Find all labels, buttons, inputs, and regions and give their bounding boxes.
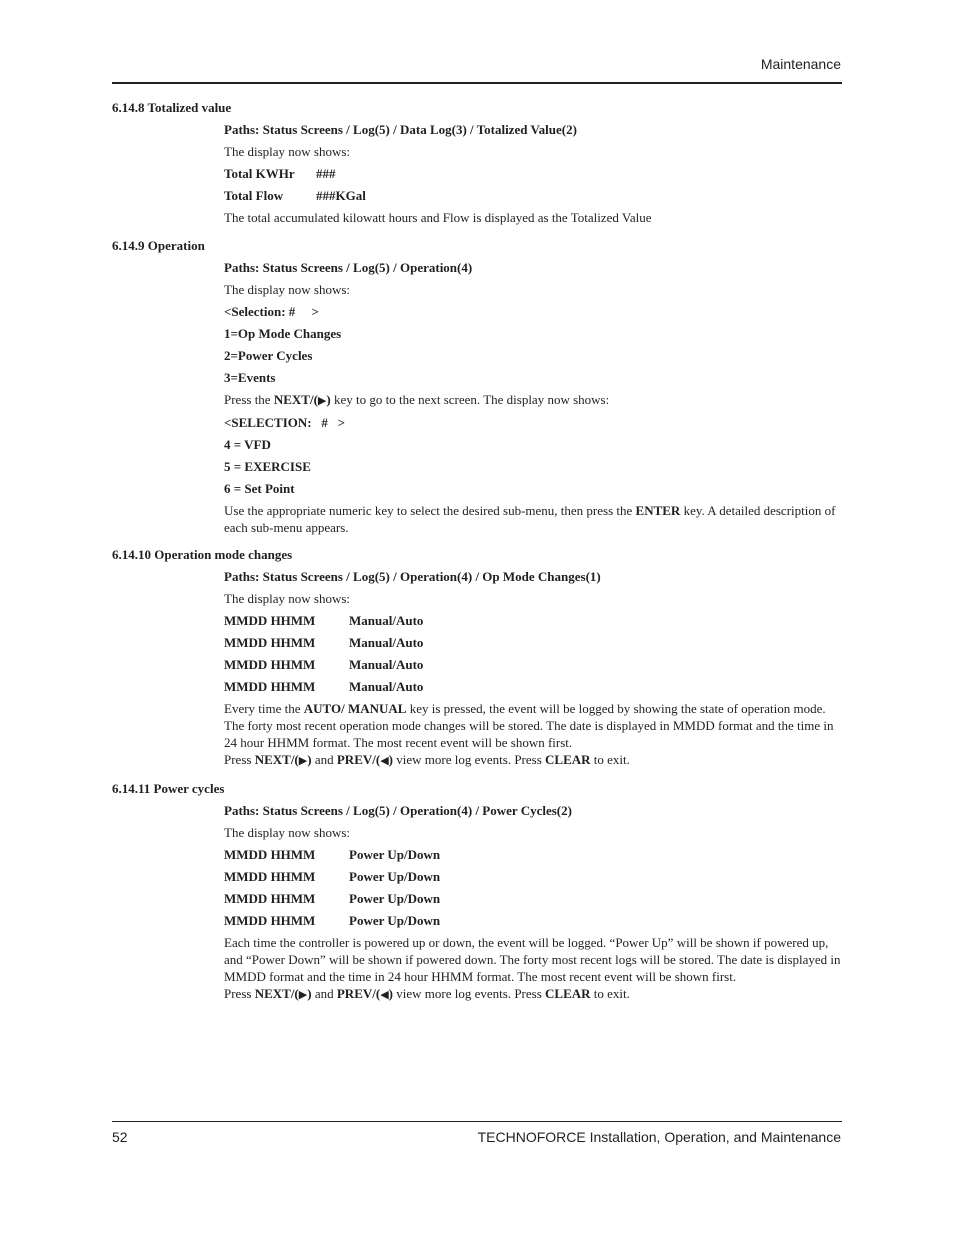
instruction	[224, 391, 842, 410]
display-line	[224, 656, 842, 674]
display-value: Manual/Auto	[349, 635, 424, 650]
menu-option: 4 = VFD	[224, 437, 271, 452]
text: )	[326, 392, 331, 407]
menu-option: 1=Op Mode Changes	[224, 326, 342, 341]
display-line	[224, 634, 842, 652]
display-value: Power Up/Down	[349, 869, 441, 884]
left-arrow-icon: ◀	[380, 755, 389, 767]
text: key. A detailed description of each sub-menu appears.	[224, 503, 836, 535]
display-label: MMDD HHMM	[224, 869, 316, 884]
key-name: AUTO/ MANUAL	[303, 701, 407, 716]
text: Press	[224, 986, 255, 1001]
header-rule	[112, 82, 842, 84]
text: key to go to the next screen. The display now shows:	[330, 392, 610, 407]
section-body	[224, 802, 842, 1004]
right-arrow-icon: ▶	[298, 755, 308, 767]
display-value: Power Up/Down	[349, 891, 441, 906]
menu-path: Paths: Status Screens / Log(5) / Operation(4) / Op Mode Changes(1)	[224, 569, 601, 584]
display-line	[224, 187, 842, 205]
text: view more log events. Press	[393, 752, 546, 767]
display-line	[224, 846, 842, 864]
display-value: Manual/Auto	[349, 613, 424, 628]
display-label: MMDD HHMM	[224, 679, 316, 694]
document-title: TECHNOFORCE Installation, Operation, and Maintenance	[477, 1129, 841, 1145]
menu-option: 5 = EXERCISE	[224, 459, 311, 474]
menu-path: Paths: Status Screens / Log(5) / Operation(4)	[224, 260, 473, 275]
display-value: Power Up/Down	[349, 913, 441, 928]
display-line	[224, 868, 842, 886]
display-value: Power Up/Down	[349, 847, 441, 862]
display-label: MMDD HHMM	[224, 891, 316, 906]
display-line	[224, 890, 842, 908]
key-name: NEXT/(	[254, 752, 299, 767]
description	[224, 700, 842, 751]
section-title: 6.14.8 Totalized value	[112, 100, 232, 115]
section-body	[224, 121, 842, 227]
key-name: NEXT/(	[254, 986, 299, 1001]
menu-path: Paths: Status Screens / Log(5) / Data Log(3) / Totalized Value(2)	[224, 122, 577, 137]
key-name: CLEAR	[545, 986, 591, 1001]
display-label: Total Flow	[224, 188, 284, 203]
selection-prompt: <Selection: # >	[224, 304, 319, 319]
text: key is pressed, the event will be logged by showing the state of operation mode. The forty most recent operation mode changes will be stored. The date is displayed in MMDD format and the time in 24 hour HHMM format. The most recent event will be shown first.	[224, 701, 834, 750]
display-line	[224, 678, 842, 696]
display-value: Manual/Auto	[349, 657, 424, 672]
key-name: ENTER	[635, 503, 681, 518]
display-value: ###	[316, 166, 336, 181]
menu-option: 2=Power Cycles	[224, 348, 313, 363]
page-number: 52	[112, 1129, 128, 1145]
display-intro: The display now shows:	[224, 591, 351, 606]
description: Each time the controller is powered up or down, the event will be logged. “Power Up” will be shown if powered up, and “Power Down” will be shown if powered down. The forty most recent logs will be stored. The date is displayed in MMDD format and the time in 24 hour HHMM format. The most recent event will be shown first.	[224, 935, 841, 984]
text: )	[388, 986, 394, 1001]
display-intro: The display now shows:	[224, 825, 351, 840]
display-intro: The display now shows:	[224, 282, 351, 297]
key-name: PREV/(	[336, 986, 381, 1001]
text: )	[307, 986, 312, 1001]
display-intro: The display now shows:	[224, 144, 351, 159]
display-label: MMDD HHMM	[224, 635, 316, 650]
menu-path: Paths: Status Screens / Log(5) / Operation(4) / Power Cycles(2)	[224, 803, 572, 818]
section-title: 6.14.10 Operation mode changes	[112, 547, 293, 562]
section-body	[224, 259, 842, 536]
key-name: NEXT/(	[273, 392, 318, 407]
menu-option: 3=Events	[224, 370, 276, 385]
display-label: MMDD HHMM	[224, 613, 316, 628]
text: to exit.	[590, 752, 630, 767]
description: The total accumulated kilowatt hours and Flow is displayed as the Totalized Value	[224, 210, 652, 225]
footer-rule	[112, 1121, 842, 1122]
selection-prompt: <SELECTION: # >	[224, 415, 346, 430]
section-power-cycles	[112, 780, 842, 1004]
text: )	[307, 752, 312, 767]
text: Every time the	[224, 701, 304, 716]
display-label: MMDD HHMM	[224, 847, 316, 862]
text: Use the appropriate numeric key to select the desired sub-menu, then press the	[224, 503, 636, 518]
instruction	[224, 985, 842, 1004]
text: to exit.	[590, 986, 630, 1001]
display-line	[224, 912, 842, 930]
section-title: 6.14.11 Power cycles	[112, 781, 225, 796]
description	[224, 502, 842, 536]
text: view more log events. Press	[393, 986, 546, 1001]
text: Press	[224, 752, 255, 767]
text: and	[311, 986, 337, 1001]
text: Press the	[224, 392, 274, 407]
section-operation	[112, 237, 842, 536]
section-body	[224, 568, 842, 770]
display-label: MMDD HHMM	[224, 913, 316, 928]
display-line	[224, 612, 842, 630]
right-arrow-icon: ▶	[317, 395, 327, 407]
running-header: Maintenance	[760, 56, 841, 72]
page-content	[112, 99, 842, 1008]
display-label: MMDD HHMM	[224, 657, 316, 672]
display-value: Manual/Auto	[349, 679, 424, 694]
display-label: Total KWHr	[224, 166, 295, 181]
section-totalized-value	[112, 99, 842, 227]
key-name: PREV/(	[336, 752, 381, 767]
right-arrow-icon: ▶	[298, 989, 308, 1001]
instruction	[224, 751, 842, 770]
text: and	[311, 752, 337, 767]
section-operation-mode-changes	[112, 546, 842, 770]
text: )	[388, 752, 394, 767]
display-value: ###KGal	[316, 188, 366, 203]
section-title: 6.14.9 Operation	[112, 238, 205, 253]
display-line	[224, 165, 842, 183]
menu-option: 6 = Set Point	[224, 481, 295, 496]
key-name: CLEAR	[545, 752, 591, 767]
left-arrow-icon: ◀	[380, 989, 389, 1001]
